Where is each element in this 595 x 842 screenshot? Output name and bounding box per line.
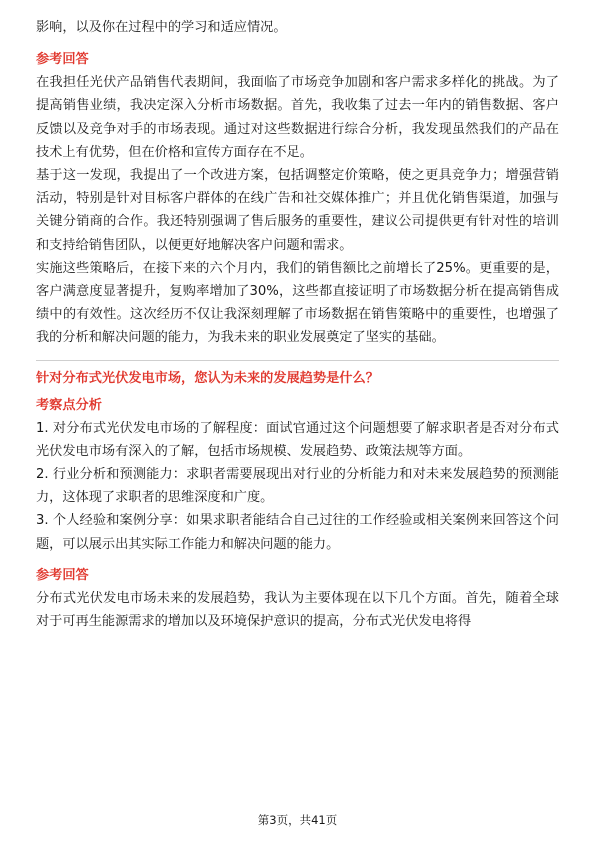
answer-paragraph: 基于这一发现，我提出了一个改进方案，包括调整定价策略，使之更具竞争力；增强营销活动，特别是针对目标客户群体的在线广告和社交媒体推广；并且优化销售渠道，加强与关键分销商的合作。我还特别强调了售后服务的重要性，建议公司提供更有针对性的培训和支持给销售团队，以便更好地解决客户问题和需求。 bbox=[36, 168, 559, 253]
analysis-item: 1. 对分布式光伏发电市场的了解程度：面试官通过这个问题想要了解求职者是否对分布式光伏发电市场有深入的了解，包括市场规模、发展趋势、政策法规等方面。 bbox=[36, 420, 559, 459]
reference-answer-heading: 参考回答 bbox=[36, 567, 89, 583]
answer-paragraph: 分布式光伏发电市场未来的发展趋势，我认为主要体现在以下几个方面。首先，随着全球对于可再生能源需求的增加以及环境保护意识的提高，分布式光伏发电将得 bbox=[36, 590, 559, 630]
analysis-item: 3. 个人经验和案例分享：如果求职者能结合自己过往的工作经验或相关案例来回答这个问题，可以展示出其实际工作能力和解决问题的能力。 bbox=[36, 513, 559, 552]
analysis-heading: 考察点分析 bbox=[36, 397, 102, 413]
document-page bbox=[36, 16, 559, 633]
section-divider bbox=[36, 360, 559, 361]
answer-paragraph: 在我担任光伏产品销售代表期间，我面临了市场竞争加剧和客户需求多样化的挑战。为了提高销售业绩，我决定深入分析市场数据。首先，我收集了过去一年内的销售数据、客户反馈以及竞争对手的市场表现。通过对这些数据进行综合分析，我发现虽然我们的产品在技术上有优势，但在价格和宣传方面存在不足。 bbox=[36, 75, 559, 160]
analysis-item: 2. 行业分析和预测能力：求职者需要展现出对行业的分析能力和对未来发展趋势的预测能力，这体现了求职者的思维深度和广度。 bbox=[36, 467, 559, 506]
reference-answer-heading: 参考回答 bbox=[36, 52, 89, 68]
intro-tail-text: 影响，以及你在过程中的学习和适应情况。 bbox=[36, 20, 287, 35]
answer-paragraph: 实施这些策略后，在接下来的六个月内，我们的销售额比之前增长了25%。更重要的是，客户满意度显著提升，复购率增加了30%，这些都直接证明了市场数据分析在提高销售成绩中的有效性。这次经历不仅让我深刻理解了市场数据在销售策略中的重要性，也增强了我的分析和解决问题的能力，为我未来的职业发展奠定了坚实的基础。 bbox=[36, 260, 559, 346]
page-number-footer: 第3页，共41页 bbox=[257, 813, 338, 827]
interview-question: 针对分布式光伏发电市场，您认为未来的发展趋势是什么？ bbox=[36, 370, 379, 386]
